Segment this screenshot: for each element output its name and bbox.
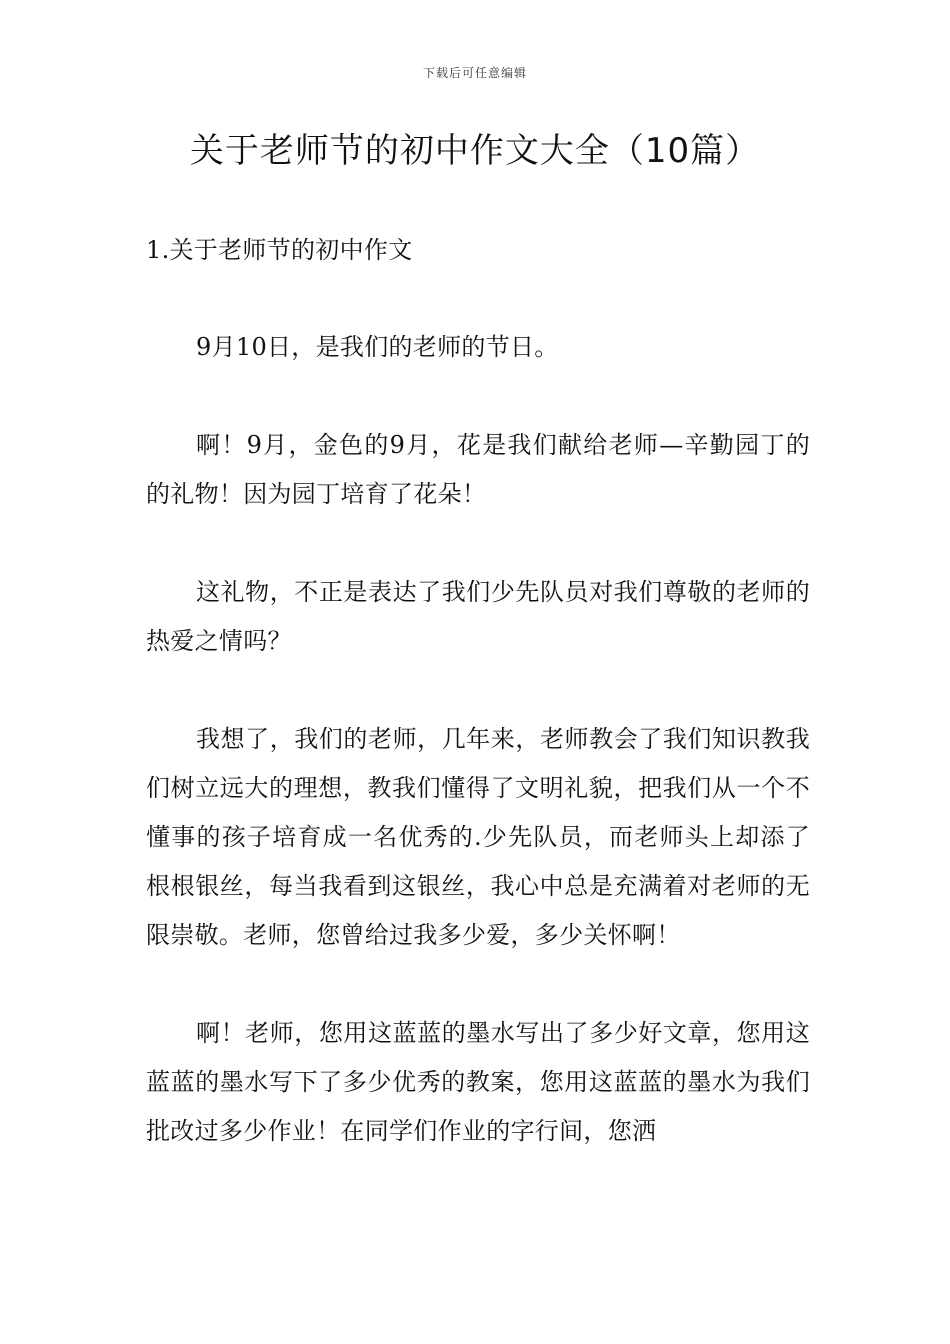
paragraph: 这礼物，不正是表达了我们少先队员对我们尊敬的老师的热爱之情吗？	[146, 578, 810, 655]
document-body	[146, 226, 810, 1156]
paragraph: 啊！老师，您用这蓝蓝的墨水写出了多少好文章，您用这蓝蓝的墨水写下了多少优秀的教案，您用这蓝蓝的墨水为我们批改过多少作业！在同学们作业的字行间，您洒	[146, 1019, 810, 1145]
document-title: 关于老师节的初中作文大全（10篇）	[189, 131, 761, 171]
paragraph: 我想了，我们的老师，几年来，老师教会了我们知识教我们树立远大的理想，教我们懂得了文明礼貌，把我们从一个不懂事的孩子培育成一名优秀的.少先队员，而老师头上却添了根根银丝，每当我看到这银丝，我心中总是充满着对老师的无限崇敬。老师，您曾给过我多少爱，多少关怀啊！	[146, 725, 810, 949]
paragraph: 9月10日，是我们的老师的节日。	[196, 333, 559, 361]
section-heading: 1.关于老师节的初中作文	[146, 236, 413, 264]
header-note: 下载后可任意编辑	[422, 66, 527, 80]
paragraph: 啊！9月，金色的9月，花是我们献给老师—辛勤园丁的的礼物！因为园丁培育了花朵！	[146, 431, 810, 508]
